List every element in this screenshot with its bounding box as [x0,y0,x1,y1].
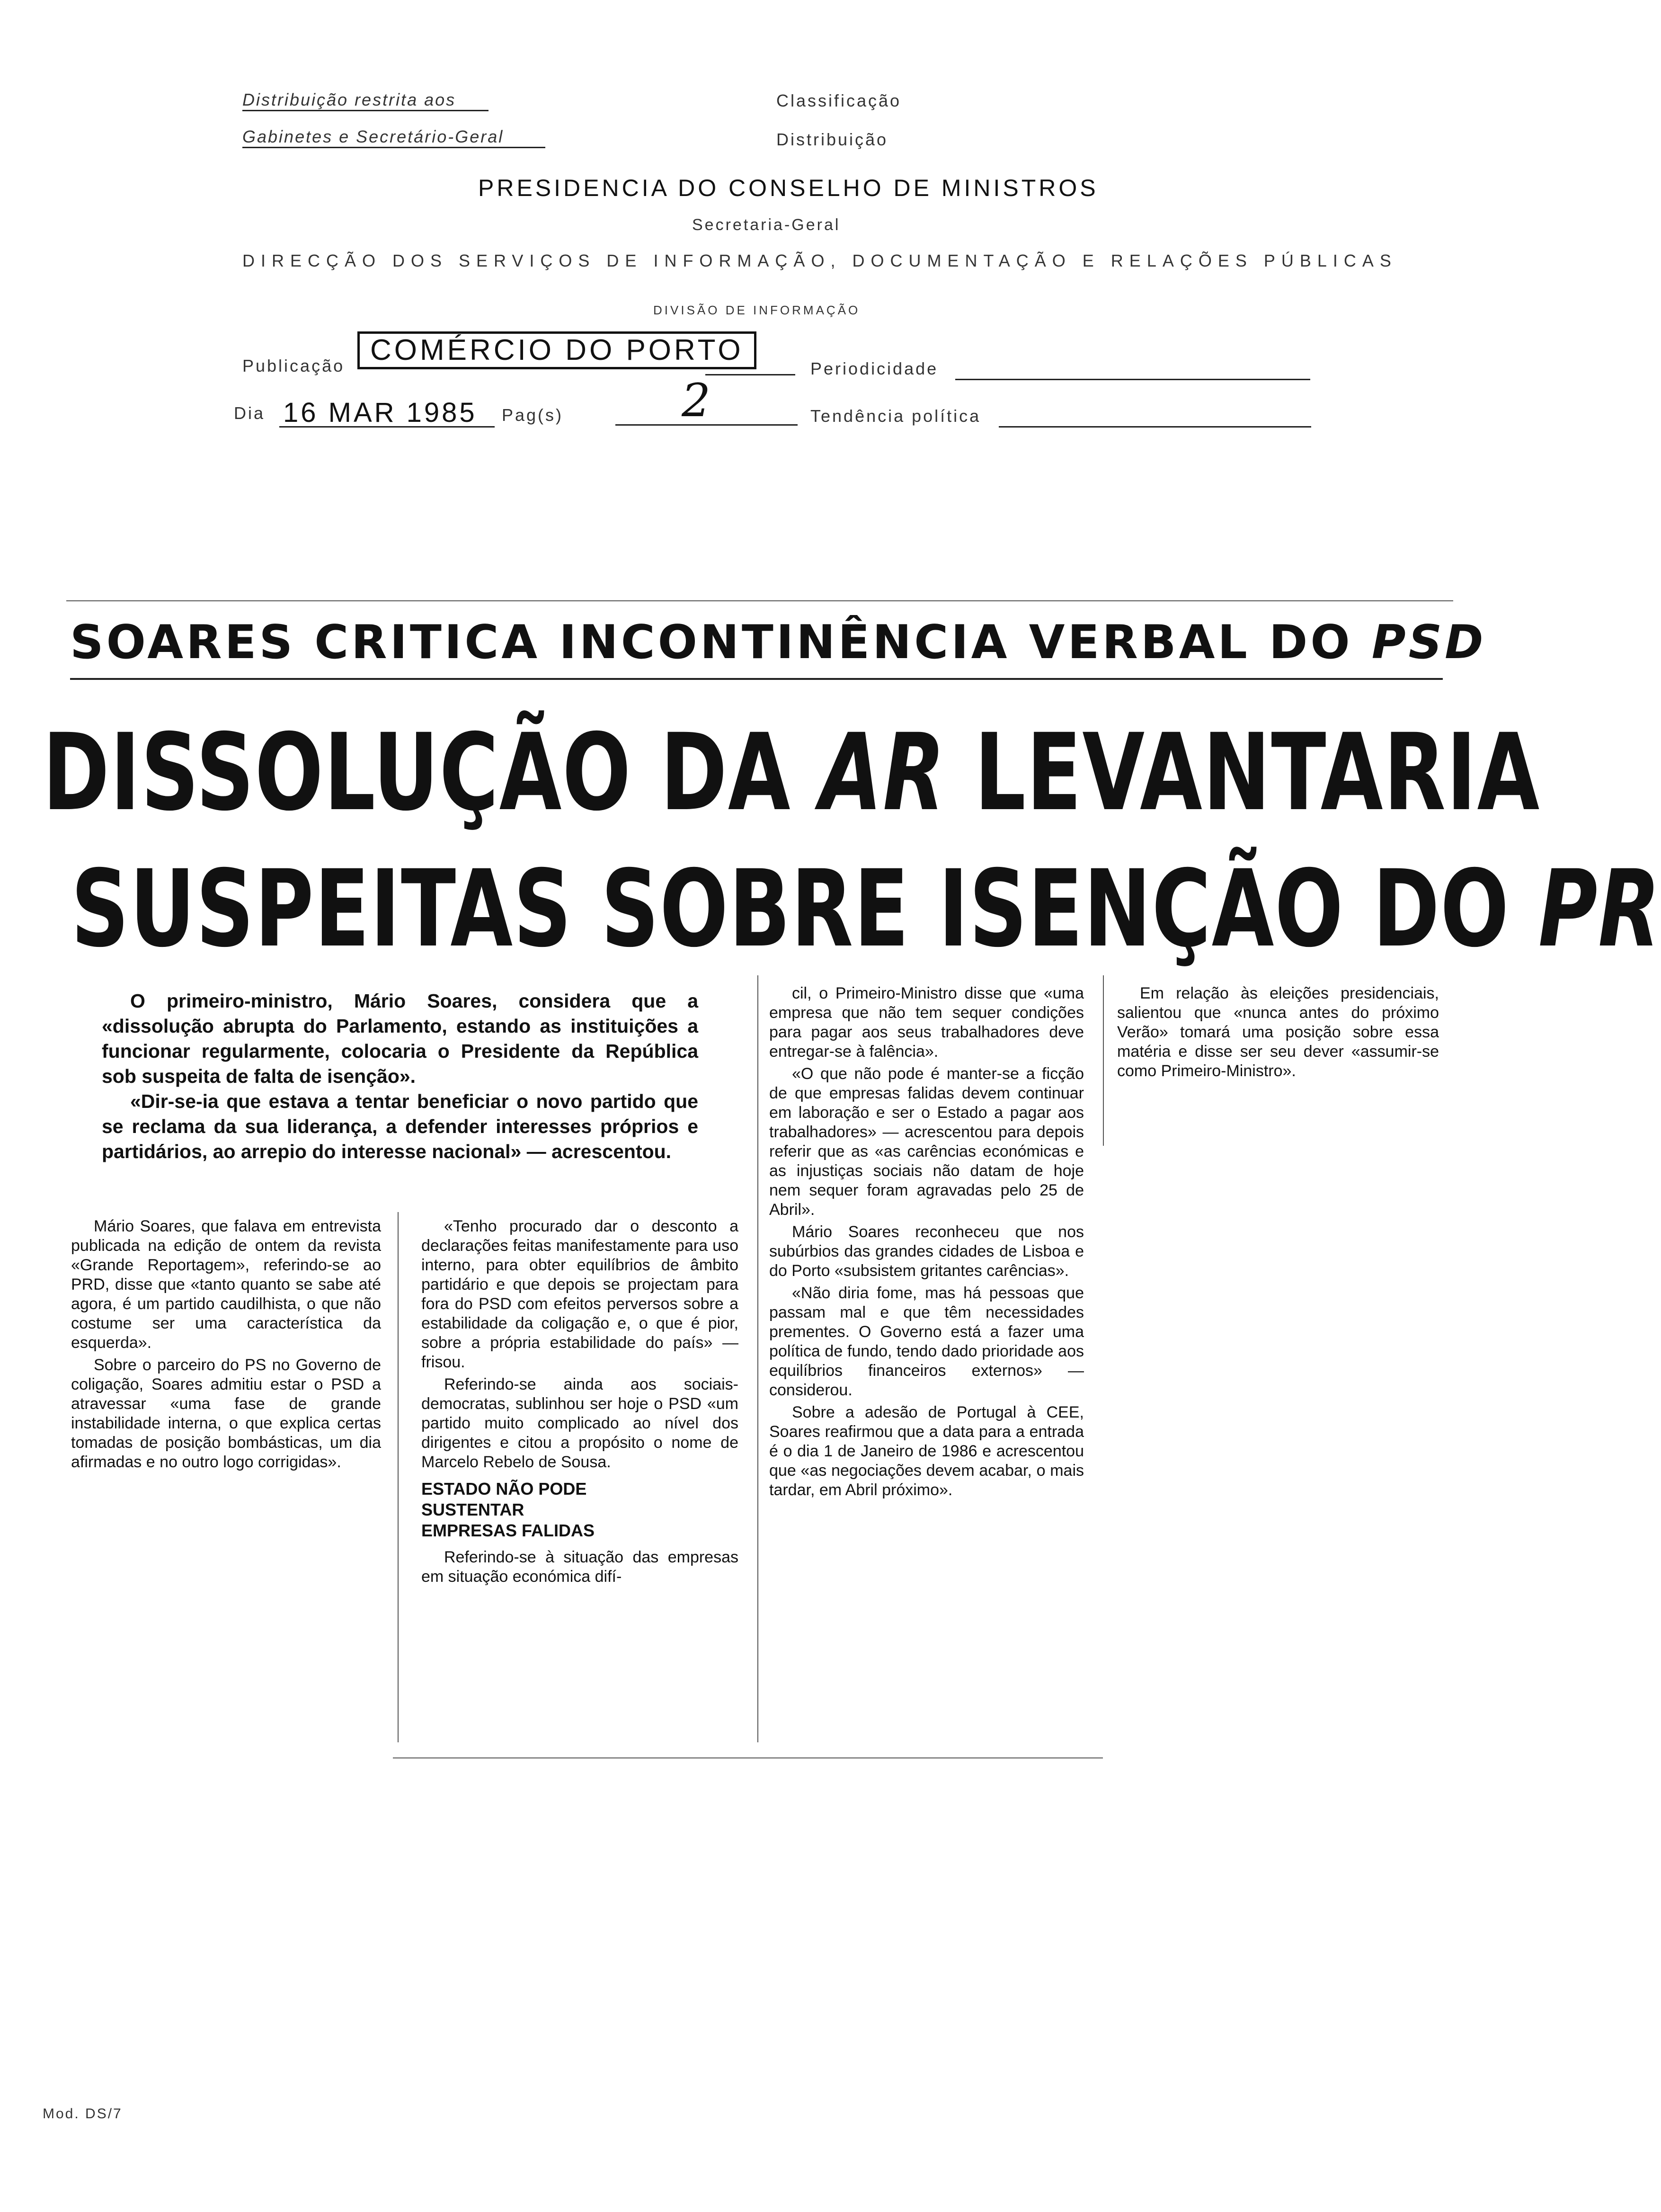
date-stamp: 16 MAR 1985 [283,397,477,428]
col1-paragraph-2: Sobre o parceiro do PS no Governo de coligação, Soares admitiu estar o PSD a atravessar «uma fase de grande instabilidade interna, o que explica certas tomadas de posição bombásticas, um dia afirmadas e no outro logo corrigidas». [71,1356,381,1471]
periodicity-line [955,379,1310,380]
headline-1-prefix: DISSOLUÇÃO DA [43,711,791,834]
top-rule [66,600,1453,601]
classification-label: Classificação [776,91,902,110]
division: DIVISÃO DE INFORMAÇÃO [653,303,861,317]
kicker-party: PSD [1371,615,1486,669]
pages-line [615,424,798,426]
column-2 [421,1217,738,1589]
lede-paragraph-2: «Dir-se-ia que estava a tentar beneficiar o novo partido que se reclama da sua liderança, a defender interesses próprios e partidários, ao arrepio do interesse nacional» — acrescentou. [102,1090,698,1162]
day-label: Dia [234,403,266,423]
tendency-label: Tendência política [810,406,981,426]
headline-1-italic: AR [819,711,946,834]
secretariat: Secretaria-Geral [692,216,841,234]
column-4 [1117,984,1439,1084]
kicker [70,615,1486,669]
col2-paragraph-2: Referindo-se ainda aos sociais-democratas, sublinhou ser hoje o PSD «um partido muito complicado ao nível dos dirigentes e citou a propósito o nome de Marcelo Rebelo de Sousa. [421,1375,738,1471]
col3-paragraph-1: cil, o Primeiro-Ministro disse que «uma empresa que não tem sequer condições para pagar aos seus trabalhadores deve entregar-se à falência». [769,984,1084,1061]
col4-paragraph-1: Em relação às eleições presidenciais, salientou que «nunca antes do próximo Verão» tomará uma posição sobre essa matéria e disse ser seu dever «assumir-se como Primeiro-Ministro». [1117,984,1439,1080]
ministry-title: PRESIDENCIA DO CONSELHO DE MINISTROS [478,175,1099,201]
kicker-text: SOARES CRITICA INCONTINÊNCIA VERBAL DO [70,615,1353,669]
col3-paragraph-3: Mário Soares reconheceu que nos subúrbios das grandes cidades de Lisboa e do Porto «subsistem gritantes carências». [769,1223,1084,1280]
publication-label: Publicação [242,356,345,375]
headline-2-prefix: SUSPEITAS SOBRE ISENÇÃO DO [71,847,1510,971]
column-1 [71,1217,381,1475]
headline-2-italic: PR [1538,847,1661,971]
distribution-note-2: Gabinetes e Secretário-Geral [242,127,545,148]
distribution-note-1: Distribuição restrita aos [242,90,489,111]
column-divider-2 [757,975,758,1742]
tendency-line [999,426,1311,428]
directorate: DIRECÇÃO DOS SERVIÇOS DE INFORMAÇÃO, DOCUMENTAÇÃO E RELAÇÕES PÚBLICAS [242,251,1397,270]
column-divider-3 [1103,975,1104,1146]
kicker-rule [70,678,1443,680]
col3-paragraph-4: «Não diria fome, mas há pessoas que passam mal e que têm necessidades prementes. O Governo está a fazer uma política de fundo, tendo dado prioridade aos equilíbrios financeiros externos» — considerou. [769,1284,1084,1399]
column-3 [769,984,1084,1503]
pages-handwritten: 2 [682,374,711,427]
publication-stamp: COMÉRCIO DO PORTO [357,331,756,369]
col2-paragraph-3: Referindo-se à situação das empresas em situação económica difí- [421,1548,738,1586]
col1-paragraph-1: Mário Soares, que falava em entrevista publicada na edição de ontem da revista «Grande Reportagem», referindo-se ao PRD, disse que «tanto quanto se sabe até agora, é um partido caudilhista, o que não costume ser uma característica da esquerda». [71,1217,381,1352]
col2-paragraph-1: «Tenho procurado dar o desconto a declarações feitas manifestamente para uso interno, para obter equilíbrios de âmbito partidário e que depois se projectam para fora do PSD com efeitos perversos sobre a estabilidade da coligação e, o que é pior, sobre a própria estabilidade do país» — frisou. [421,1217,738,1371]
lede-paragraph-1: O primeiro-ministro, Mário Soares, considera que a «dissolução abrupta do Parlamento, estando as instituições a funcionar regularmente, colocaria o Presidente da República sob suspeita de falta de isenção». [102,990,698,1087]
distribution-label: Distribuição [776,130,888,149]
bottom-rule [393,1757,1103,1758]
publication-line [705,374,795,375]
day-line [279,426,495,428]
column-divider-1 [398,1212,399,1742]
form-code: Mod. DS/7 [43,2106,123,2122]
headline-line-2 [71,847,1661,971]
headline-1-suffix: LEVANTARIA [974,711,1540,834]
col2-subhead: ESTADO NÃO PODE SUSTENTAR EMPRESAS FALIDAS [421,1479,595,1540]
headline-line-1 [43,711,1540,834]
pages-label: Pag(s) [502,405,564,425]
periodicity-label: Periodicidade [810,359,939,378]
col3-paragraph-2: «O que não pode é manter-se a ficção de que empresas falidas devem continuar em laboração e ser o Estado a pagar aos trabalhadores» — acrescentou para depois referir que as «as carências económicas e as injustiças sociais não datam de hoje nem sequer foram agravadas pelo 25 de Abril». [769,1065,1084,1219]
col3-paragraph-5: Sobre a adesão de Portugal à CEE, Soares reafirmou que a data para a entrada é o dia 1 de Janeiro de 1986 e acrescentou que «as negociações devem acabar, o mais tardar, em Abril próximo». [769,1403,1084,1499]
lede [102,989,698,1164]
